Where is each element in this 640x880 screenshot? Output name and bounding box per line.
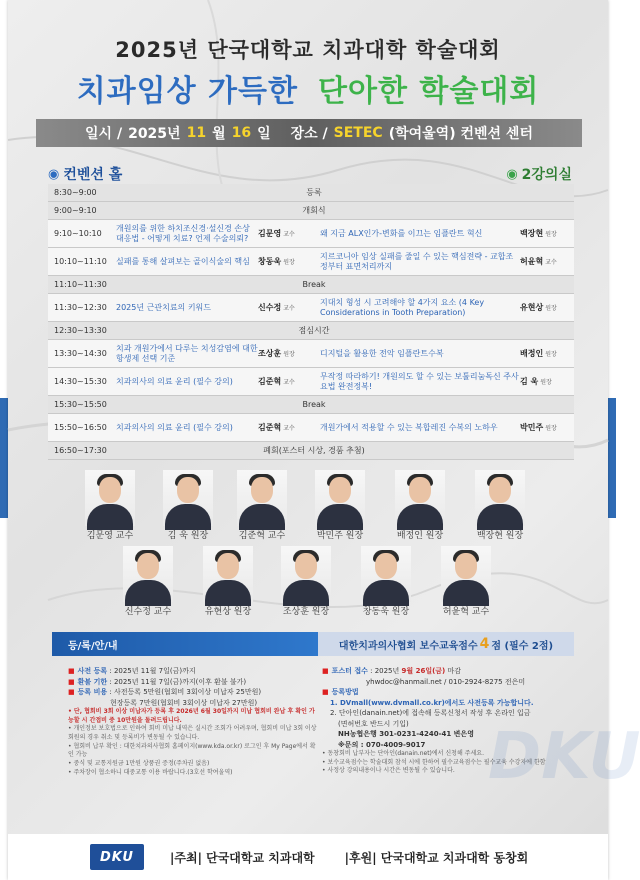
speaker-face <box>177 477 199 503</box>
registration-banner-right <box>318 632 574 656</box>
schedule-time: 15:50~16:50 <box>54 423 107 432</box>
registration-method: ■ 등록방법 <box>322 688 359 696</box>
speaker-name: 허윤혁 교수 <box>442 607 490 617</box>
speaker-right: 허윤혁 교수 <box>520 257 557 266</box>
speaker-face <box>137 553 159 579</box>
speaker-body <box>87 504 133 530</box>
speaker-name: 박민주 원장 <box>316 531 364 541</box>
title-sub <box>8 66 608 110</box>
schedule-row <box>48 442 574 460</box>
speaker-role: 원장 <box>540 379 552 386</box>
session-title-right: 지르코니아 임상 실패를 줄일 수 있는 핵심전략 - 교합조정부터 표면처리까지 <box>320 251 514 271</box>
method-label: 등록방법 <box>331 688 359 696</box>
schedule-row <box>48 294 574 322</box>
schedule-time: 13:30~14:30 <box>54 349 107 358</box>
credit-points: 4 <box>479 636 490 652</box>
speaker-face <box>217 553 239 579</box>
registration-note: • 단, 협회비 3회 이상 미납자가 등록 후 2026년 6월 30일까지 미납 협회비 완납 후 확인 가능할 시 간접비 중 10만원을 돌려드립니다. <box>68 708 315 724</box>
footer <box>8 834 608 880</box>
date-month-unit: 월 <box>212 126 226 142</box>
speaker-photo <box>475 470 525 526</box>
schedule-time: 14:30~15:30 <box>54 377 107 386</box>
speaker-right: 박민주 원장 <box>520 423 557 432</box>
speaker-role: 교수 <box>283 379 295 386</box>
poster-value-c: 마감 <box>447 667 462 675</box>
speaker-photo <box>123 546 173 602</box>
fee-line2: 현장등록 7만원(협회비 3회이상 미납자 27만원) <box>110 698 258 707</box>
speaker-body <box>443 580 489 606</box>
speaker-photo <box>163 470 213 526</box>
schedule-label: Break <box>302 280 326 289</box>
speaker-role: 원장 <box>545 231 557 238</box>
speaker-body <box>477 504 523 530</box>
speaker-photo <box>361 546 411 602</box>
schedule-row <box>48 368 574 396</box>
speaker-name: 조상훈 원장 <box>282 607 330 617</box>
speaker-name: 김문영 교수 <box>86 531 134 541</box>
speaker-left: 신수정 교수 <box>258 303 295 312</box>
poster-submission: ■ 포스터 접수 : 2025년 9월 26일(금) 마감 <box>322 667 462 675</box>
speaker-photo <box>281 546 331 602</box>
schedule-row <box>48 184 574 202</box>
registration-note: • 사정상 강의내용이나 시간은 변동될 수 있습니다. <box>322 767 455 775</box>
session-title-left: 실패를 통해 살펴보는 골이식술의 핵심 <box>116 256 250 266</box>
speaker-role: 원장 <box>545 425 557 432</box>
poster-value-a: : 2025년 <box>370 667 400 675</box>
speaker-face <box>295 553 317 579</box>
speaker-body <box>283 580 329 606</box>
pre-registration: ■ 사전 등록 : 2025년 11월 7일(금)까지 <box>68 667 196 675</box>
schedule-table <box>48 184 574 460</box>
speaker-right: 배정인 원장 <box>520 349 557 358</box>
speaker-photo <box>85 470 135 526</box>
schedule-row <box>48 340 574 368</box>
dku-logo: DKU <box>90 844 144 870</box>
inquiry: ※문의 : 070-4009-9017 <box>338 740 426 749</box>
schedule-time: 10:10~11:10 <box>54 257 107 266</box>
speaker-card <box>426 546 506 617</box>
speaker-card <box>108 546 188 617</box>
speaker-face <box>251 477 273 503</box>
title-sub-blue: 치과임상 가득한 <box>76 74 298 109</box>
bank-account: NH농협은행 301-0231-4240-41 변은영 <box>338 730 474 738</box>
speaker-name: 김 욱 원장 <box>167 531 209 541</box>
schedule-label: 개회식 <box>302 206 326 215</box>
fee-label: 등록 비용 <box>77 688 108 696</box>
method-2: 2. 단아인(danain.net)에 접속해 등록신청서 작성 후 온라인 입금 <box>330 709 531 717</box>
pre-label: 사전 등록 <box>77 667 108 675</box>
speaker-name: 배정인 원장 <box>396 531 444 541</box>
registration-banner-left: 등/록/안/내 <box>52 632 318 656</box>
speaker-name: 창동욱 원장 <box>362 607 410 617</box>
registration-info-left <box>68 666 318 778</box>
speaker-card <box>460 470 540 541</box>
session-title-right: 지대치 형성 시 고려해야 할 4가지 요소 (4 Key Considerations in Tooth Preparation) <box>320 297 485 317</box>
footer-host: |주최| 단국대학교 치과대학 <box>170 850 315 865</box>
speaker-photo <box>395 470 445 526</box>
registration-banner <box>52 632 574 656</box>
speaker-role: 원장 <box>545 351 557 358</box>
watermark-logo: DKU <box>488 720 640 794</box>
speaker-face <box>455 553 477 579</box>
speaker-face <box>329 477 351 503</box>
place-label: 장소 / <box>290 126 328 142</box>
title-sub-green: 단아한 학술대회 <box>318 74 540 109</box>
speaker-face <box>375 553 397 579</box>
schedule-time: 12:30~13:30 <box>54 326 107 335</box>
schedule-row <box>48 396 574 414</box>
speaker-role: 원장 <box>545 305 557 312</box>
date-day-unit: 일 <box>257 126 271 142</box>
credit-suffix: 점 (필수 2점) <box>491 640 554 652</box>
registration-notes <box>68 708 318 778</box>
schedule-time: 11:10~11:30 <box>54 280 107 289</box>
speaker-role: 교수 <box>283 425 295 432</box>
session-title-left: 치과의사의 의료 윤리 (필수 강의) <box>116 422 233 432</box>
speaker-role: 교수 <box>283 305 295 312</box>
speaker-card <box>346 546 426 617</box>
schedule-time: 8:30~9:00 <box>54 188 97 197</box>
speaker-right: 백장현 원장 <box>520 229 557 238</box>
speaker-card <box>300 470 380 541</box>
speaker-card <box>188 546 268 617</box>
speaker-role: 원장 <box>283 351 295 358</box>
schedule-row <box>48 220 574 248</box>
speaker-body <box>165 504 211 530</box>
speaker-name: 김준혁 교수 <box>238 531 286 541</box>
speaker-left: 창동욱 원장 <box>258 257 295 266</box>
session-title-left: 치과의사의 의료 윤리 (필수 강의) <box>116 376 233 386</box>
session-title-left: 개원의를 위한 하치조신경·설신경 손상 대응법 - 어떻게 치료? 언제 수술의뢰? <box>116 223 250 243</box>
speaker-name: 신수정 교수 <box>124 607 172 617</box>
schedule-label: 등록 <box>306 188 322 197</box>
speaker-body <box>205 580 251 606</box>
registration-fee: ■ 등록 비용 : 사전등록 5만원(협회비 3회이상 미납자 25만원) <box>68 688 262 696</box>
schedule-row <box>48 248 574 276</box>
date-month: 11 <box>186 125 207 141</box>
schedule-label: 점심시간 <box>298 326 330 335</box>
registration-note: • 중식 및 교통지원금 1만원 상품권 증정(주차권 없음) <box>68 760 210 768</box>
speaker-photo <box>237 470 287 526</box>
speaker-body <box>317 504 363 530</box>
registration-note: • 동창회비 납부자는 단아인(danain.net)에서 신청해 주세요. <box>322 750 484 757</box>
speaker-photo <box>203 546 253 602</box>
location-left <box>48 164 122 184</box>
registration-note: • 보수교육점수는 학술대회 참석 시에 한하여 필수교육점수는 필수교육 수강자에 한함 <box>322 758 546 766</box>
speaker-body <box>397 504 443 530</box>
schedule-time: 15:30~15:50 <box>54 400 107 409</box>
session-title-left: 치과 개원가에서 다루는 치성감염에 대한 항생제 선택 기준 <box>116 343 258 363</box>
speaker-photos <box>8 464 608 624</box>
session-title-left: 2025년 근관치료의 키워드 <box>116 302 211 312</box>
speaker-card <box>222 470 302 541</box>
schedule-row <box>48 414 574 442</box>
speaker-right: 김 욱 원장 <box>520 377 552 386</box>
schedule-label: Break <box>302 400 326 409</box>
speaker-card <box>70 470 150 541</box>
poster-label: 포스터 접수 <box>331 667 368 675</box>
map-pin-icon: ◉ <box>48 166 60 182</box>
poster-contact: yhwdoc@hanmail.net / 010-2924-8275 전은미 <box>366 677 526 686</box>
refund-value: : 2025년 11월 7일(금)까지(이후 환불 불가) <box>109 677 247 686</box>
method-1: 1. DVmall(www.dvmall.co.kr)에서도 사전등록 가능합니다. <box>330 698 534 707</box>
date-day: 16 <box>231 125 252 141</box>
place-venue-detail: (학여울역) 컨벤션 센터 <box>388 126 533 142</box>
speaker-body <box>363 580 409 606</box>
speaker-card <box>148 470 228 541</box>
place-venue: SETEC <box>333 125 383 141</box>
speaker-name: 유현상 원장 <box>204 607 252 617</box>
schedule-time: 9:00~9:10 <box>54 206 97 215</box>
speaker-card <box>266 546 346 617</box>
speaker-left: 조상훈 원장 <box>258 349 295 358</box>
schedule-row <box>48 276 574 294</box>
registration-note: • 주차장이 협소하니 대중교통 이용 바랍니다.(3호선 학여울역) <box>68 768 233 776</box>
refund-label: 환불 기한 <box>77 677 108 686</box>
session-title-right: 왜 지금 ALX인가-변화를 이끄는 임플란트 혁신 <box>320 228 483 238</box>
date-year: 2025년 <box>128 126 181 142</box>
schedule-time: 11:30~12:30 <box>54 303 107 312</box>
schedule-time: 16:50~17:30 <box>54 446 107 455</box>
registration-note: • 개인정보 보호법으로 인하여 회비 미납 내역은 실시간 조회가 어려우며, 협회비 미납 3회 이상 회원의 경우 취소 및 등록비가 변동될 수 있습니다. <box>68 725 317 742</box>
speaker-body <box>125 580 171 606</box>
refund-deadline: ■ 환불 기한 : 2025년 11월 7일(금)까지(이후 환불 불가) <box>68 677 247 686</box>
date-place-bar <box>36 119 582 147</box>
fee-line1: : 사전등록 5만원(협회비 3회이상 미납자 25만원) <box>109 688 262 696</box>
speaker-left: 김준혁 교수 <box>258 423 295 432</box>
poster-deadline: 9월 26일(금) <box>401 667 446 675</box>
title-main: 2025년 단국대학교 치과대학 학술대회 <box>115 38 501 62</box>
session-title-right: 개원가에서 적용할 수 있는 복합레진 수복의 노하우 <box>320 422 498 432</box>
credit-label: 대한치과의사협회 보수교육점수 <box>338 640 478 652</box>
speaker-role: 교수 <box>545 259 557 266</box>
speaker-face <box>99 477 121 503</box>
speaker-face <box>489 477 511 503</box>
speaker-body <box>239 504 285 530</box>
map-pin-icon: ◉ <box>506 166 518 182</box>
pre-value: : 2025년 11월 7일(금)까지 <box>109 667 196 675</box>
session-title-right: 디지털을 활용한 전악 임플란트수복 <box>320 348 444 358</box>
location-left-label: 컨벤션 홀 <box>63 167 123 183</box>
footer-sponsor: |후원| 단국대학교 치과대학 동창회 <box>344 850 529 865</box>
schedule-row <box>48 322 574 340</box>
registration-note: • 협회비 납부 확인 : 대한치과의사협회 홈페이지(www.kda.or.kr) 로그인 후 My Page에서 확인 가능 <box>68 742 316 759</box>
speaker-role: 원장 <box>283 259 295 266</box>
speaker-right: 유현상 원장 <box>520 303 557 312</box>
schedule-label: 폐회(포스터 시상, 경품 추첨) <box>263 446 365 455</box>
location-right-label: 2강의실 <box>521 167 572 183</box>
schedule-time: 9:10~10:10 <box>54 229 102 238</box>
speaker-photo <box>441 546 491 602</box>
method-2b: (면허번호 반드시 기입) <box>338 719 409 728</box>
poster <box>8 0 640 880</box>
location-right <box>506 164 572 184</box>
date-label: 일시 / <box>85 126 123 142</box>
speaker-name: 백장현 원장 <box>476 531 524 541</box>
speaker-card <box>380 470 460 541</box>
session-title-right: 무작정 따라하기! 개원의도 할 수 있는 보툴리눔독신 주사요법 완전정복! <box>320 371 519 391</box>
speaker-left: 김준혁 교수 <box>258 377 295 386</box>
speaker-role: 교수 <box>283 231 295 238</box>
speaker-left: 김문영 교수 <box>258 229 295 238</box>
speaker-photo <box>315 470 365 526</box>
speaker-face <box>409 477 431 503</box>
schedule-row <box>48 202 574 220</box>
